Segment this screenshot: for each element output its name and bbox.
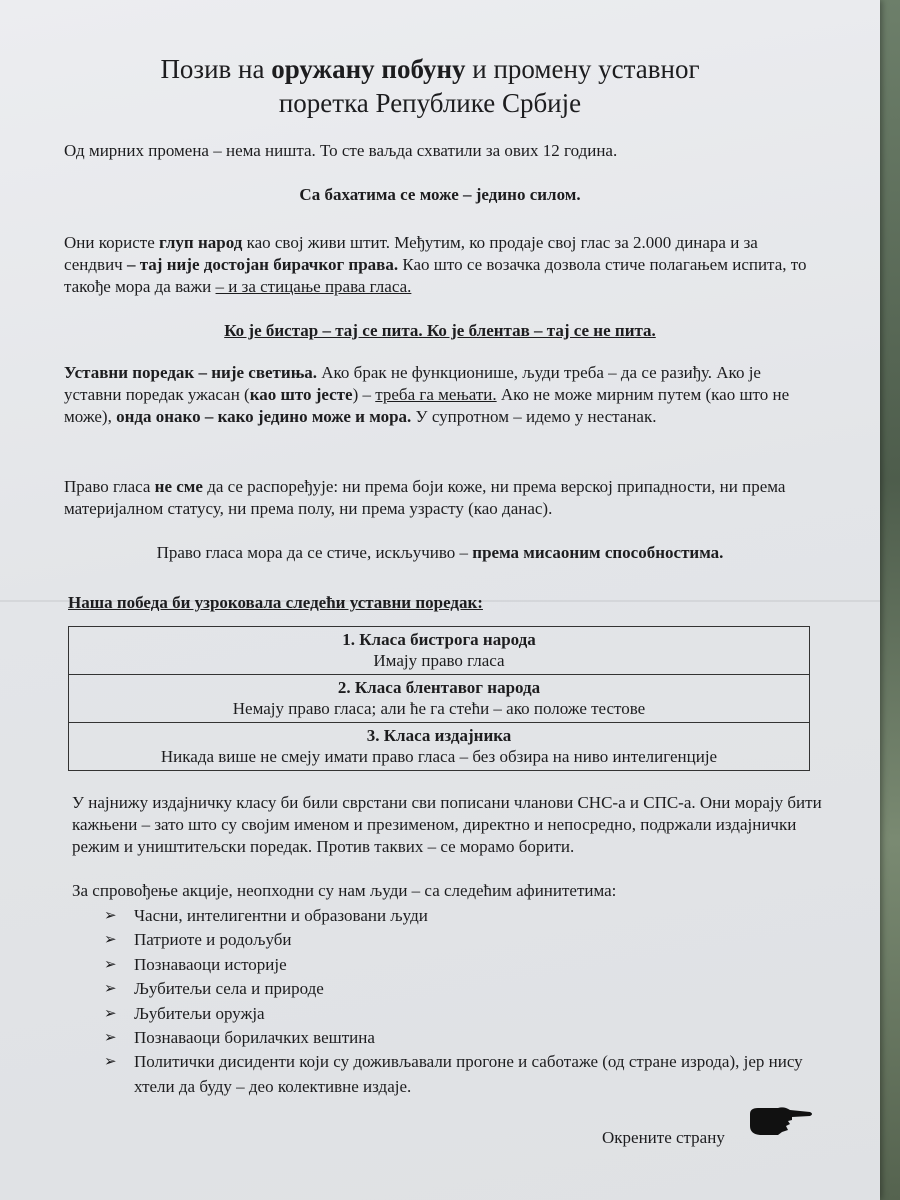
list-item: ➢ Познаваоци историје (104, 953, 834, 977)
paragraph-mental-abilities: Право гласа мора да се стиче, искључиво – према мисаоним способностима. (156, 543, 724, 562)
class-title: 2. Класа блентавог народа (337, 678, 541, 697)
arrow-bullet-icon: ➢ (104, 908, 117, 924)
paragraph-recruitment: За спровођење акције, неопходни су нам људи – са следећим афинитетима: (72, 881, 617, 900)
intro-line: Од мирних промена – нема ништа. То сте ваљда схватили за ових 12 година. (64, 141, 618, 160)
affinities-list (104, 904, 834, 1099)
class-title: 1. Класа бистрога народа (342, 630, 536, 649)
list-item: ➢ Познаваоци борилачких вештина (104, 1026, 834, 1050)
slogan-smart: Ко је бистар – тај се пита. Ко је блентав – тај се не пита. (224, 321, 656, 340)
class-description: Немају право гласа; али ће га стећи – ако положе тестове (232, 699, 646, 718)
arrow-bullet-icon: ➢ (104, 1005, 117, 1022)
leaflet-title: Позив на оружану побуну и промену уставног поретка Републике Србије (160, 54, 700, 118)
pointing-hand-icon (748, 1104, 814, 1138)
classes-table (68, 626, 810, 771)
list-item: ➢ Патриоте и родољуби (104, 928, 834, 952)
arrow-bullet-icon: ➢ (104, 956, 117, 973)
slogan-force: Са бахатима се може – једино силом. (299, 185, 581, 204)
paragraph-voting-right: Право гласа не сме да се распоређује: ни према боји коже, ни према верској припадности, ни према материјалном статусу, ни према полу, ни према узрасту (као данас). (64, 477, 786, 518)
arrow-bullet-icon: ➢ (104, 981, 117, 998)
class-row (69, 675, 810, 723)
list-item: ➢ Љубитељи оружја (104, 1002, 834, 1026)
arrow-bullet-icon: ➢ (104, 932, 117, 949)
arrow-bullet-icon: ➢ (104, 1054, 117, 1071)
class-row (69, 723, 810, 771)
paragraph-traitors: У најнижу издајничку класу би били сврстани сви пописани чланови СНС-а и СПС-а. Они морају бити кажњени – зато што су својим именом и презименом, директно и непосредно, подржали издајнички режим и уништитељски поредак. Против таквих – се морамо борити. (72, 793, 822, 856)
order-heading: Наша победа би узроковала следећи уставни поредак: (68, 593, 483, 612)
class-row (69, 627, 810, 675)
list-item: ➢ Љубитељи села и природе (104, 977, 834, 1001)
turn-page-text: Окрените страну (602, 1128, 725, 1147)
class-description: Имају право гласа (373, 651, 505, 670)
list-item: ➢ Часни, интелигентни и образовани људи (104, 904, 834, 928)
class-title: 3. Класа издајника (366, 726, 512, 745)
title-emphasis: оружану побуну (271, 54, 466, 84)
arrow-bullet-icon: ➢ (104, 1030, 117, 1047)
paragraph-constitution: Уставни поредак – није светиња. Ако брак не функционише, људи треба – да се разиђу. Ако је уставни поредак ужасан (као што јесте) – треба га мењати. Ако не може мирним путем (као што не може), онда онако – како једино може и мора. У супротном – идемо у нестанак. (64, 363, 790, 426)
list-item: ➢ Политички дисиденти који су доживљавали прогоне и саботаже (од стране изрода), јер нису хтели да буду – део колективне издаје. (104, 1052, 803, 1096)
paragraph-voters: Они користе глуп народ као свој живи штит. Међутим, ко продаје свој глас за 2.000 динара и за сендвич – тај није достојан бирачког права. Као што се возачка дозвола стиче полагањем испита, то такође мора да важи – и за стицање права гласа. (64, 233, 807, 296)
class-description: Никада више не смеју имати право гласа – без обзира на ниво интелигенције (160, 747, 718, 766)
